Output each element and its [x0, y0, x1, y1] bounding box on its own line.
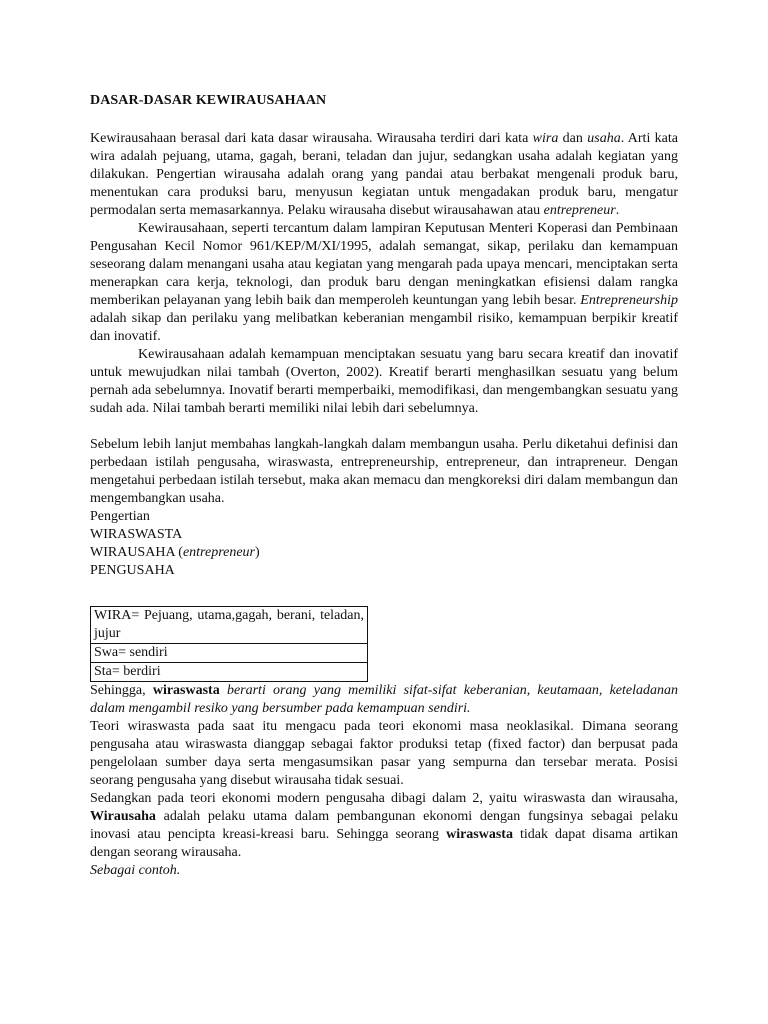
paragraph-definition: [90, 130, 678, 220]
text-run: . Arti kata wira adalah pejuang, utama, gagah, berani, teladan dan jujur, sedangkan usaha adalah kegiatan yang dilakukan. Pengertian wirausaha adalah orang yang pandai atau berbakat mengenali produk baru, menentukan cara produksi baru, menyusun kegiatan untuk mengadakan produk baru, mengatur permodalan serta memasarkannya. Pelaku wirausaha disebut wirausahawan atau: [90, 131, 678, 218]
definition-table: [90, 606, 368, 682]
text-run: adalah sikap dan perilaku yang melibatkan keberanian mengambil risiko, kemampuan berpikir kreatif dan inovatif.: [90, 311, 678, 344]
paragraph-overton: Kewirausahaan adalah kemampuan menciptakan sesuatu yang baru secara kreatif dan inovatif untuk mewujudkan nilai tambah (Overton, 2002). Kreatif berarti menghasilkan sesuatu yang belum pernah ada sebelumnya. Inovatif berarti memperbaiki, memodifikasi, dan mengembangkan sesuatu yang sudah ada. Nilai tambah berarti memiliki nilai lebih dari sebelumnya.: [90, 347, 678, 416]
text-run-italic: entrepreneur: [543, 203, 616, 218]
paragraph-wiraswasta-meaning: [90, 682, 678, 718]
table-cell-swa: Swa= sendiri: [91, 644, 368, 663]
table-cell-wira: WIRA= Pejuang, utama,gagah, berani, teladan, jujur: [91, 607, 368, 644]
text-run-bold: Wirausaha: [90, 809, 156, 824]
text-run: Sehingga,: [90, 683, 153, 698]
list-pengusaha: PENGUSAHA: [90, 563, 175, 578]
paragraph-teori-neoklasik: Teori wiraswasta pada saat itu mengacu pada teori ekonomi masa neoklasikal. Dimana seorang pengusaha atau wiraswasta dianggap sebagai faktor produksi tetap (fixed factor) dan berpusat pada pengelolaan sumber daya serta mengasumsikan pasar yang sempurna dan tersebar merata. Posisi seorang pengusaha yang disebut wirausaha tidak sesuai.: [90, 719, 678, 788]
text-run: Kewirausahaan, seperti tercantum dalam lampiran Keputusan Menteri Koperasi dan Pembinaan Pengusahan Kecil Nomor 961/KEP/M/XI/1995, adalah semangat, sikap, perilaku dan kemampuan seseorang dalam menangani usaha atau kegiatan yang mengarah pada upaya mencari, menciptakan serta menerapkan cara kerja, teknologi, dan produk baru dengan meningkatkan efisiensi dalam rangka memberikan pelayanan yang lebih baik dan memperoleh keuntungan yang lebih besar.: [90, 221, 678, 308]
text-run: WIRAUSAHA (: [90, 545, 183, 560]
list-wiraswasta: WIRASWASTA: [90, 527, 183, 542]
text-run-bold: wiraswasta: [446, 827, 513, 842]
text-run: ): [255, 545, 260, 560]
text-run-italic: berarti orang yang memiliki sifat-sifat keberanian, keutamaan, keteladanan dalam mengambil resiko yang bersumber pada kemampuan sendiri.: [90, 683, 678, 716]
table-cell-sta: Sta= berdiri: [91, 663, 368, 682]
text-run-italic: entrepreneur: [182, 545, 256, 560]
document-page: [90, 92, 678, 880]
text-run-italic: Entrepreneurship: [580, 293, 678, 308]
text-run: adalah pelaku utama dalam pembangunan ekonomi dengan fungsinya sebagai pelaku inovasi atau pencipta kreasi-kreasi baru. Sehingga seorang: [90, 809, 678, 842]
list-wirausaha: [90, 544, 678, 562]
text-run: .: [615, 203, 620, 218]
text-run-italic: usaha: [587, 131, 621, 146]
text-run-bold: wiraswasta: [152, 683, 220, 698]
paragraph-istilah: Sebelum lebih lanjut membahas langkah-langkah dalam membangun usaha. Perlu diketahui definisi dan perbedaan istilah pengusaha, wiraswasta, entrepreneurship, entrepreneur, dan intrapreneur. Dengan mengetahui perbedaan istilah tersebut, maka akan memacu dan mengkoreksi diri dalam membangun dan mengembangkan usaha.: [90, 437, 678, 506]
table-row: [91, 663, 368, 682]
text-run: Sedangkan pada teori ekonomi modern pengusaha dibagi dalam 2, yaitu wiraswasta dan wirausaha,: [90, 791, 678, 806]
paragraph-keputusan-menteri: [90, 220, 678, 346]
spacer: [90, 418, 678, 436]
list-pengertian: Pengertian: [90, 509, 150, 524]
text-run: Kewirausahaan berasal dari kata dasar wirausaha. Wirausaha terdiri dari kata: [90, 131, 533, 146]
text-run: tidak dapat disama artikan dengan seorang wirausaha.: [90, 827, 679, 860]
text-run-italic: wira: [532, 131, 559, 146]
table-row: [91, 607, 368, 644]
document-title: DASAR-DASAR KEWIRAUSAHAAN: [90, 93, 327, 108]
paragraph-contoh: Sebagai contoh.: [90, 863, 181, 878]
text-run: dan: [558, 131, 588, 146]
paragraph-teori-modern: [90, 790, 678, 862]
table-row: [91, 644, 368, 663]
